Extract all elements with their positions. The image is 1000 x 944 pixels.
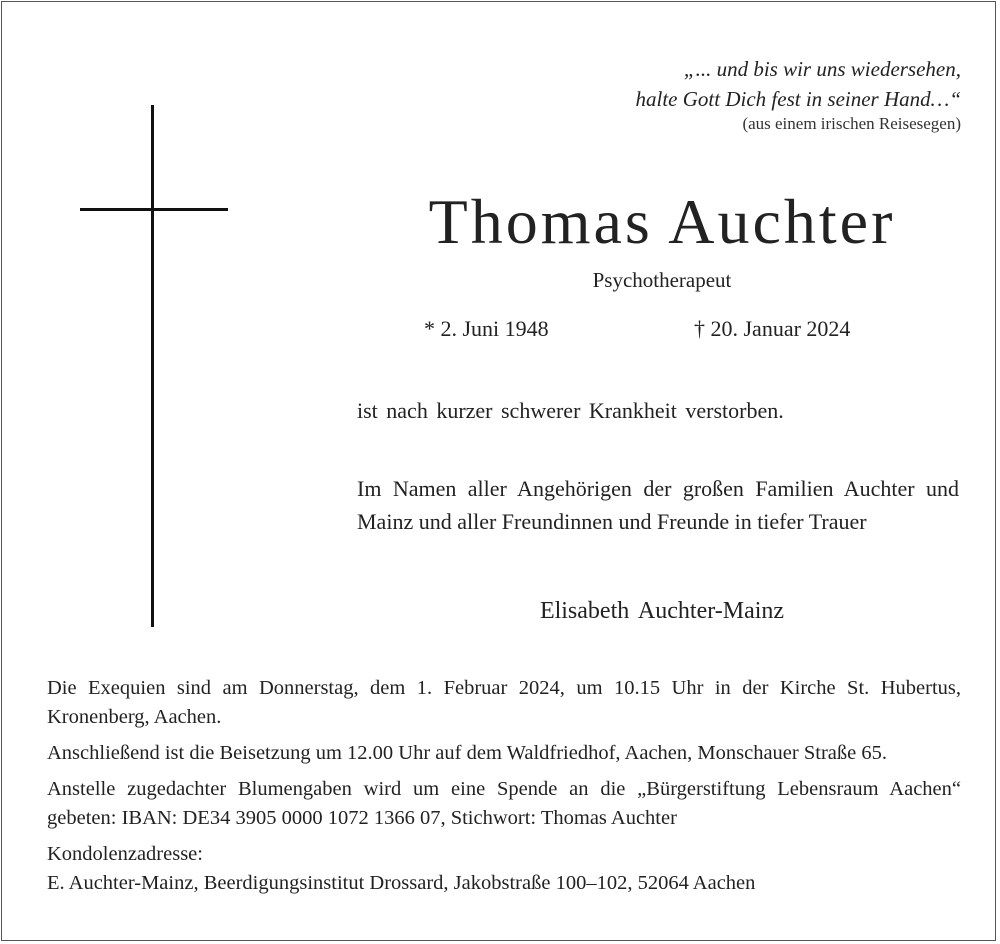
cross-icon-horizontal bbox=[80, 208, 228, 211]
service-details bbox=[47, 674, 961, 898]
birth-date: * 2. Juni 1948 bbox=[424, 316, 549, 341]
quote-source: (aus einem irischen Reisesegen) bbox=[742, 114, 961, 133]
mourners-text: Im Namen aller Angehörigen der großen Familien Auchter und Mainz und aller Freundinnen und Freunde in tiefer Trauer bbox=[357, 476, 959, 534]
blessing-quote bbox=[636, 54, 961, 114]
death-statement: ist nach kurzer schwerer Krankheit verstorben. bbox=[357, 398, 784, 423]
donation-text: Anstelle zugedachter Blumengaben wird um eine Spende an die „Bürgerstiftung Lebensraum Aachen“ gebeten: IBAN: DE34 3905 0000 1072 1366 07, Stichwort: Thomas Auchter bbox=[47, 778, 961, 829]
deceased-name: Thomas Auchter bbox=[428, 186, 896, 257]
death-date: † 20. Januar 2024 bbox=[694, 316, 851, 341]
obituary-notice bbox=[1, 1, 996, 941]
cross-icon-vertical bbox=[151, 105, 154, 627]
exequien-text: Die Exequien sind am Donnerstag, dem 1. Februar 2024, um 10.15 Uhr in der Kirche St. Hubertus, Kronenberg, Aachen. bbox=[47, 677, 961, 728]
burial-text: Anschließend ist die Beisetzung um 12.00 Uhr auf dem Waldfriedhof, Aachen, Monschauer Straße 65. bbox=[47, 742, 887, 764]
deceased-profession: Psychotherapeut bbox=[592, 268, 732, 292]
quote-line-1: „... und bis wir uns wiedersehen, bbox=[683, 57, 961, 81]
signature: Elisabeth Auchter-Mainz bbox=[539, 598, 785, 624]
quote-line-2: halte Gott Dich fest in seiner Hand…“ bbox=[635, 87, 961, 111]
condolence-label: Kondolenzadresse: bbox=[47, 843, 203, 865]
condolence-address: E. Auchter-Mainz, Beerdigungsinstitut Drossard, Jakobstraße 100–102, 52064 Aachen bbox=[47, 872, 756, 894]
